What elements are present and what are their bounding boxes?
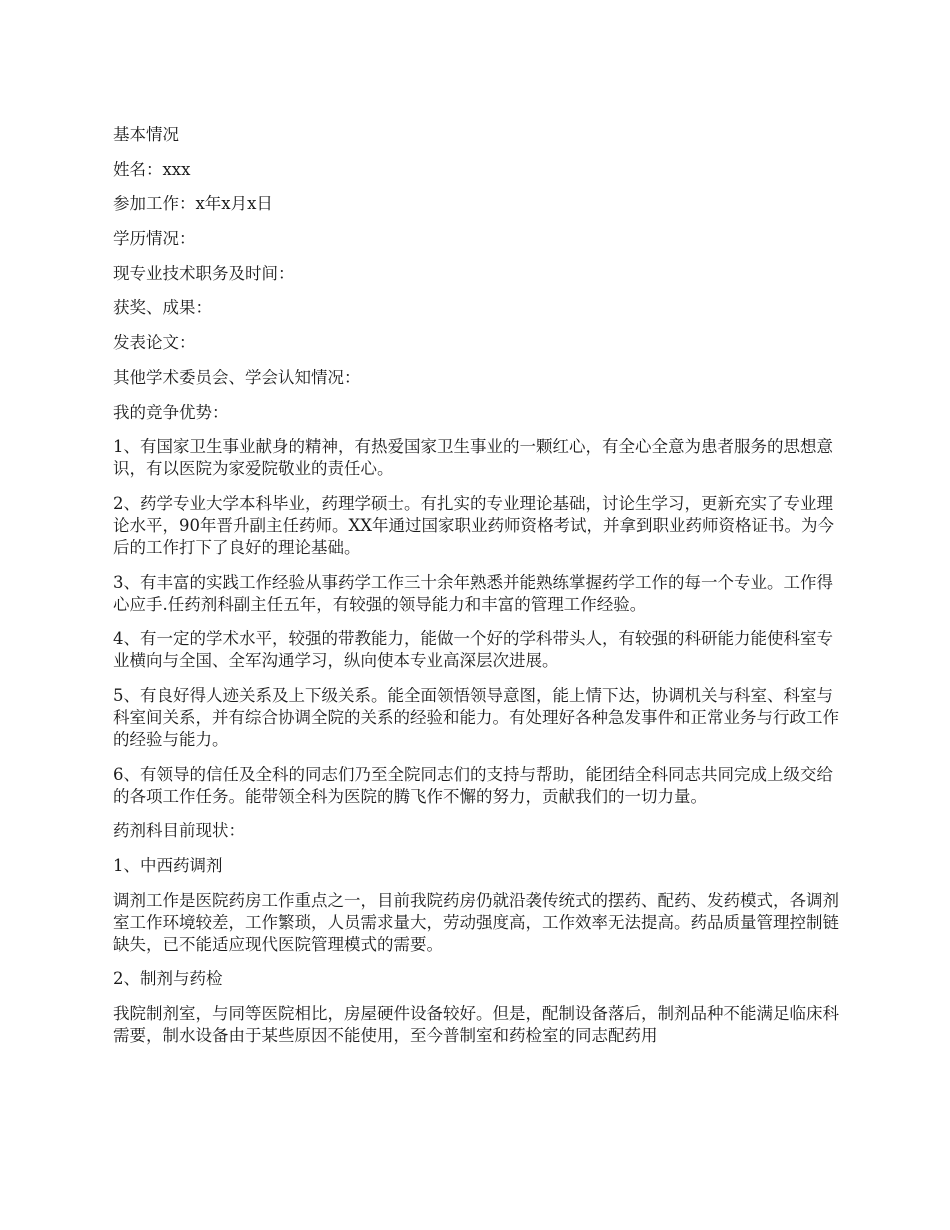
advantage-item-5: 5、有良好得人迹关系及上下级关系。能全面领悟领导意图，能上情下达，协调机关与科室、科室与科室间关系，并有综合协调全院的关系的经验和能力。有处理好各种急发事件和正常业务与行政工作的经验与能力。: [113, 685, 839, 749]
basic-info-heading: 基本情况: [113, 125, 179, 144]
section-2-title: 2、制剂与药检: [113, 969, 223, 989]
title-time-line: 现专业技术职务及时间：: [113, 263, 295, 283]
advantages-heading: 我的竞争优势：: [113, 402, 229, 422]
papers-line: 发表论文：: [113, 333, 196, 353]
status-heading: 药剂科目前现状：: [113, 821, 245, 841]
advantage-item-4: 4、有一定的学术水平，较强的带教能力，能做一个好的学科带头人，有较强的科研能力能使科室专业横向与全国、全军沟通学习，纵向使本专业高深层次进展。: [113, 629, 833, 671]
advantage-item-2: 2、药学专业大学本科毕业，药理学硕士。有扎实的专业理论基础，讨论生学习，更新充实了专业理论水平，90年晋升副主任药师。XX年通过国家职业药师资格考试，并拿到职业药师资格证书。为今后的工作打下了良好的理论基础。: [113, 493, 834, 557]
name-line: 姓名：xxx: [113, 159, 191, 179]
advantage-item-6: 6、有领导的信任及全科的同志们乃至全院同志们的支持与帮助，能团结全科同志共同完成上级交给的各项工作任务。能带领全科为医院的腾飞作不懈的努力，贡献我们的一切力量。: [113, 764, 833, 806]
awards-line: 获奖、成果：: [113, 298, 212, 318]
document-page: [113, 124, 839, 1060]
work-start-line: 参加工作：x年x月x日: [113, 194, 273, 214]
advantage-item-1: 1、有国家卫生事业献身的精神，有热爱国家卫生事业的一颗红心，有全心全意为患者服务的思想意识，有以医院为家爱院敬业的责任心。: [113, 437, 833, 479]
education-line: 学历情况：: [113, 229, 196, 249]
advantage-item-3: 3、有丰富的实践工作经验从事药学工作三十余年熟悉并能熟练掌握药学工作的每一个专业。工作得心应手.任药剂科副主任五年，有较强的领导能力和丰富的管理工作经验。: [113, 572, 833, 614]
academic-line: 其他学术委员会、学会认知情况：: [113, 367, 361, 387]
section-1-title: 1、中西药调剂: [113, 856, 223, 875]
section-1-body: 调剂工作是医院药房工作重点之一，目前我院药房仍就沿袭传统式的摆药、配药、发药模式，各调剂室工作环境较差，工作繁琐，人员需求量大，劳动强度高，工作效率无法提高。药品质量管理控制链缺失，已不能适应现代医院管理模式的需要。: [113, 890, 839, 954]
section-2-body: 我院制剂室，与同等医院相比，房屋硬件设备较好。但是，配制设备落后，制剂品种不能满足临床科需要，制水设备由于某些原因不能使用，至今普制室和药检室的同志配药用: [113, 1004, 839, 1046]
